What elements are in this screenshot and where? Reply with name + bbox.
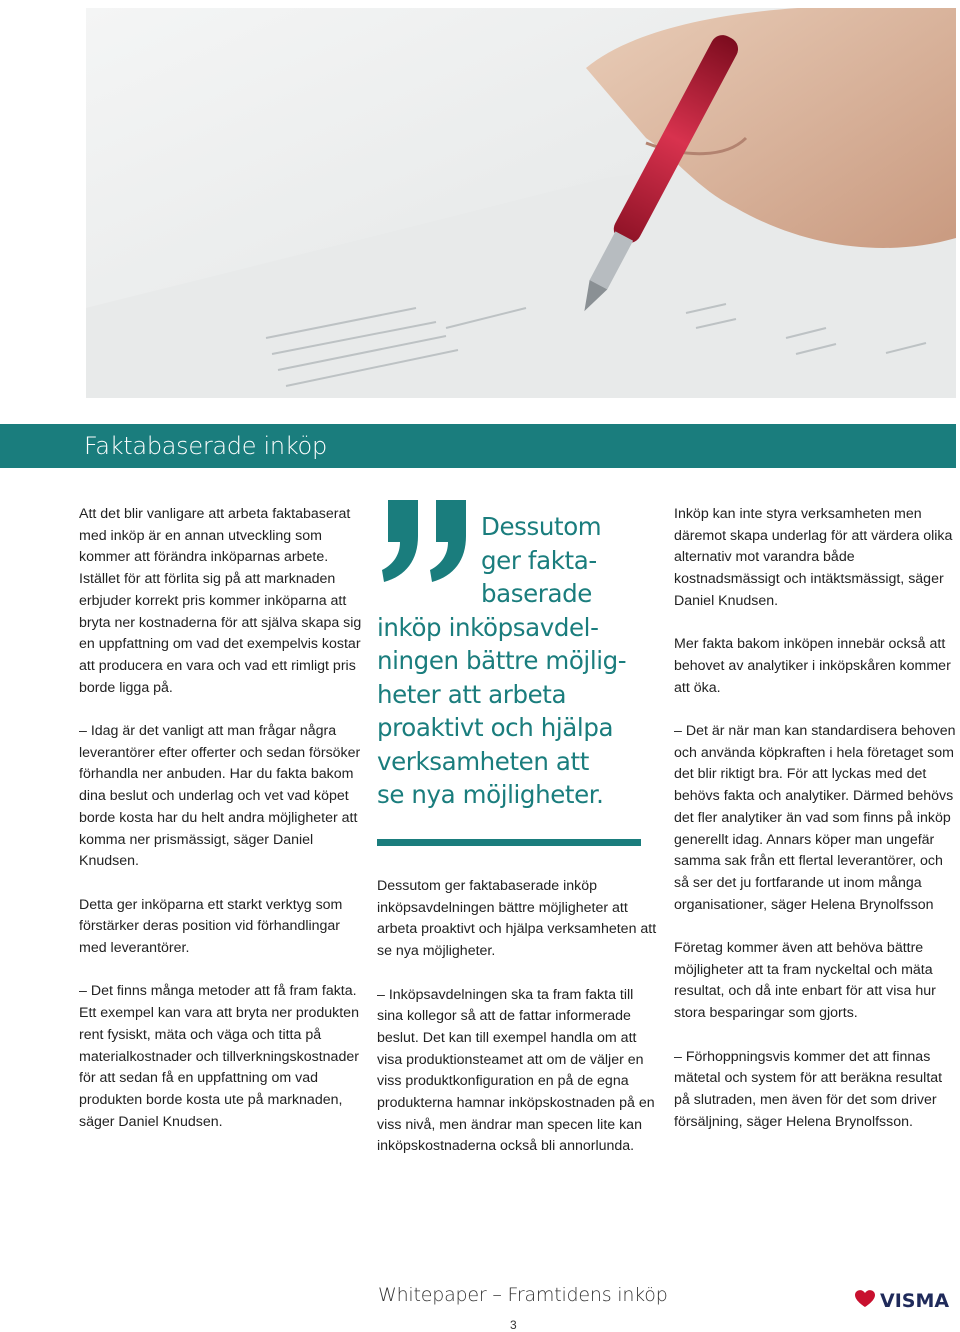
article-column-3 — [674, 504, 959, 1155]
section-banner — [0, 424, 956, 468]
pull-quote-line: heter att arbeta — [377, 679, 567, 709]
paragraph: Dessutom ger faktabaserade inköp inköpsavdelningen bättre möjligheter att arbeta proaktivt och hjälpa verksamheten att se nya möjligheter. — [377, 878, 657, 960]
paragraph: Att det blir vanligare att arbeta faktabaserat med inköp är en annan utveckling som kommer att förändra inköparnas arbete. Istället för att förlita sig på att marknaden erbjuder korrekt pris kommer inköparna att bryta ner kostnaderna för att själva skapa sig en uppfattning om vad det exempelvis kostar att producera en vara och vad ett rimligt pris borde ligga på. — [79, 506, 362, 696]
logo-wordmark: VISMA — [880, 1290, 950, 1312]
paragraph: – Idag är det vanligt att man frågar några leverantörer efter offerter och sedan försöker förhandla ner anbuden. Har du fakta bakom dina beslut och underlag och vet vad köpet borde kosta har du helt andra möjligheter att komma ner prismässigt, säger Daniel Knudsen. — [79, 723, 361, 870]
paragraph: Detta ger inköparna ett starkt verktyg som förstärker deras position vid förhandlingar med leverantörer. — [79, 896, 343, 957]
pen-on-paper-illustration — [86, 8, 956, 398]
pull-quote-rule — [377, 839, 641, 846]
hero-photo — [86, 8, 956, 398]
page-number: 3 — [510, 1318, 517, 1332]
pull-quote-line: se nya möjligheter. — [377, 780, 604, 809]
pull-quote-line: inköp inköpsavdel- — [377, 612, 599, 642]
heart-icon — [855, 1290, 875, 1307]
visma-logo — [852, 1286, 956, 1312]
footer-title: Whitepaper – Framtidens inköp — [378, 1284, 668, 1306]
paragraph: – Det finns många metoder att få fram fakta. Ett exempel kan vara att bryta ner produkten rent fysiskt, mäta och väga och titta på materialkostnader och tillverkningskostnader för att sedan få en uppfattning om vad produkten borde kosta ute på marknaden, säger Daniel Knudsen. — [79, 983, 359, 1130]
pull-quote-line: ningen bättre möjlig- — [377, 646, 627, 675]
paragraph: – Inköpsavdelningen ska ta fram fakta till sina kollegor så att de fattar informerade beslut. Det kan till exempel handla om att visa produktionsteamet att om de väljer en viss produktkonfiguration en på de egna produkterna hamnar inköpskostnaden på en viss nivå, men ändrar man specen lite kan inköpskostnaderna också bli annorlunda. — [377, 986, 655, 1155]
pull-quote-line: ger fakta- — [481, 545, 597, 575]
article-column-2 — [377, 876, 657, 1180]
paragraph: Inköp kan inte styra verksamheten men däremot skapa underlag för att värdera olika alternativ mot varandra både kostnadsmässigt och intäktsmässigt, säger Daniel Knudsen. — [674, 506, 953, 609]
section-title: Faktabaserade inköp — [84, 432, 327, 460]
pull-quote-line: Dessutom — [481, 512, 602, 541]
pull-quote — [377, 510, 662, 812]
pull-quote-line: verksamheten att — [377, 746, 589, 776]
paragraph: Mer fakta bakom inköpen innebär också att behovet av analytiker i inköpskåren kommer att öka. — [674, 636, 951, 696]
paragraph: – Det är när man kan standardisera behoven och använda köpkraften i hela företaget som det blir riktigt bra. För att lyckas med det behövs fakta och analytiker. Därmed behövs det fler analytiker än vad som finns på inköp generellt idag. Annars köper man ungefär samma sak från ett flertal leverantörer, och så ser det ju fortfarande ut inom många organisationer, säger Helena Brynolfsson — [674, 723, 956, 913]
pull-quote-line: proaktivt och hjälpa — [377, 713, 614, 742]
paragraph: Företag kommer även att behöva bättre möjligheter att ta fram nyckeltal och mäta resultat, och då inte enbart för att visa hur stora besparingar som gjorts. — [674, 940, 936, 1022]
pull-quote-line: baserade — [481, 579, 592, 608]
article-column-1 — [79, 504, 364, 1155]
paragraph: – Förhoppningsvis kommer det att finnas mätetal och system för att beräkna resultat på slutraden, men även för det som driver försäljning, säger Helena Brynolfsson. — [674, 1048, 943, 1130]
